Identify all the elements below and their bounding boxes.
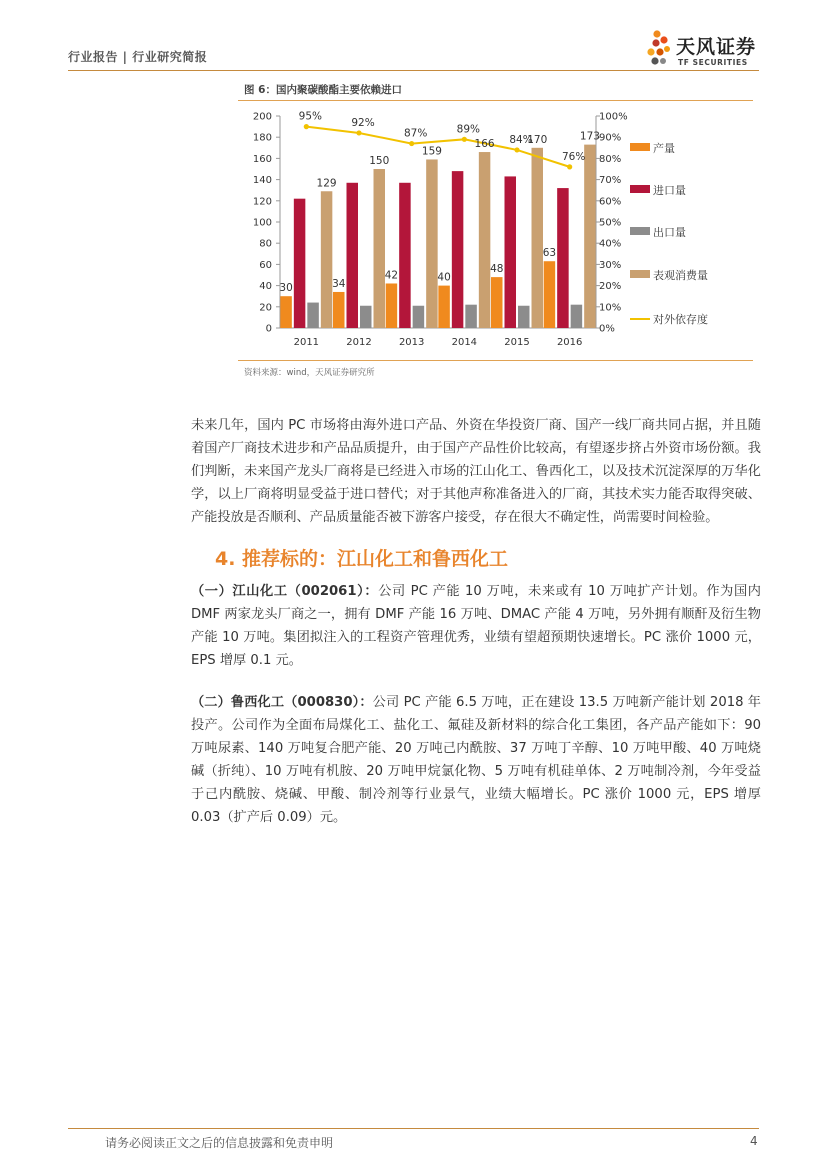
bar-1-2015 (505, 176, 517, 328)
bar-3-2011 (321, 191, 333, 328)
bar-3-2015 (532, 148, 544, 328)
bar-data-label: 30 (279, 282, 293, 295)
dependence-label: 76% (561, 150, 586, 163)
bar-data-label: 129 (316, 177, 337, 190)
dependence-point (409, 141, 414, 146)
y-right-tick-label: 30% (599, 259, 622, 271)
figure-source: 资料来源：wind，天风证券研究所 (244, 368, 375, 378)
company-jiangshan-label: （一）江山化工（002061）： (191, 584, 379, 599)
bar-data-label: 173 (579, 130, 600, 143)
y-right-tick-label: 60% (599, 196, 622, 208)
y-right-tick-label: 80% (599, 153, 622, 165)
bar-data-label: 166 (474, 138, 495, 151)
bar-data-label: 63 (542, 247, 557, 260)
y-left-tick-label: 0 (265, 323, 272, 335)
x-tick-label: 2015 (504, 337, 530, 348)
y-right-tick-label: 90% (599, 132, 622, 144)
bar-data-label: 170 (527, 133, 548, 146)
legend-label: 表观消费量 (653, 269, 708, 282)
y-left-tick-label: 80 (259, 238, 272, 250)
dependence-label: 89% (456, 123, 481, 136)
y-right-tick-label: 0% (599, 323, 615, 335)
dependence-point (304, 124, 309, 129)
bar-2-2014 (465, 305, 477, 328)
bar-data-label: 34 (332, 277, 346, 290)
report-category: 行业报告 | 行业研究简报 (68, 50, 208, 64)
dependence-point (514, 147, 519, 152)
company-luxi-label: （二）鲁西化工（000830）： (191, 695, 373, 710)
bar-data-label: 42 (384, 269, 399, 282)
legend-label: 产量 (653, 142, 675, 155)
legend-label: 出口量 (653, 226, 686, 239)
y-left-tick-label: 120 (252, 196, 272, 208)
bar-data-label: 48 (490, 263, 504, 276)
bar-0-2015 (491, 277, 503, 328)
legend-swatch (630, 143, 650, 151)
bar-0-2014 (438, 286, 450, 328)
bar-2-2015 (518, 306, 530, 328)
bar-2-2016 (571, 305, 583, 328)
bar-1-2012 (347, 183, 359, 328)
x-tick-label: 2012 (346, 337, 372, 348)
x-tick-label: 2013 (398, 337, 425, 348)
bar-1-2016 (557, 188, 569, 328)
dependence-point (567, 164, 572, 169)
logo-name-en: TF SECURITIES (678, 58, 748, 67)
y-left-tick-label: 40 (259, 281, 272, 293)
bar-2-2012 (360, 306, 372, 328)
import-dependence-chart (230, 104, 750, 358)
bar-3-2014 (479, 152, 491, 328)
dependence-point (462, 137, 467, 142)
bar-data-label: 40 (437, 271, 451, 284)
bar-0-2013 (386, 283, 398, 328)
legend-label: 进口量 (653, 184, 686, 197)
company-jiangshan-paragraph (191, 580, 761, 672)
y-right-tick-label: 40% (599, 238, 622, 250)
dependence-label: 95% (298, 110, 323, 123)
bar-2-2011 (307, 303, 319, 328)
legend-swatch (630, 227, 650, 235)
x-tick-label: 2016 (556, 337, 583, 348)
x-tick-label: 2014 (451, 337, 478, 348)
dependence-label: 84% (509, 133, 533, 146)
y-left-tick-label: 20 (259, 302, 272, 314)
y-right-tick-label: 50% (599, 217, 622, 229)
bar-1-2011 (294, 199, 305, 328)
bar-data-label: 150 (369, 155, 390, 167)
company-luxi-text: 公司 PC 产能 6.5 万吨，正在建设 13.5 万吨新产能计划 2018 年投产。公司作为全面布局煤化工、盐化工、氟硅及新材料的综合化工集团，各产品产能如下：90 万吨尿素、140 万吨复合肥产能、20 万吨己内酰胺、37 万吨丁辛醇、10 万吨甲酸、40 万吨烧碱（折纯）、10 万吨有机胺、20 万吨甲烷氯化物、5 万吨有机硅单体、2 万吨制冷剂，今年受益于己内酰胺、烧碱、甲酸、制冷剂等行业景气，业绩大幅增长。PC 涨价 1000 元，EPS 增厚 0.03（扩产后 0.09）元。 (191, 695, 761, 825)
dependence-label: 92% (351, 116, 375, 129)
y-right-tick-label: 100% (599, 111, 628, 123)
bar-3-2016 (584, 145, 596, 328)
bar-1-2013 (399, 183, 411, 328)
dependence-label: 87% (403, 127, 428, 140)
section-title-recommendations: 4. 推荐标的：江山化工和鲁西化工 (215, 548, 509, 570)
x-tick-label: 2011 (293, 337, 320, 348)
y-right-tick-label: 20% (599, 281, 622, 293)
chart-bars (280, 145, 595, 328)
bar-0-2016 (544, 261, 556, 328)
dependence-point (356, 130, 361, 135)
chart-legend (630, 141, 708, 326)
bar-0-2011 (280, 296, 292, 328)
page-number: 4 (750, 1134, 758, 1148)
bar-data-label: 159 (421, 145, 442, 158)
y-left-tick-label: 60 (259, 259, 272, 271)
market-outlook-paragraph: 未来几年，国内 PC 市场将由海外进口产品、外资在华投资厂商、国产一线厂商共同占据，并且随着国产厂商技术进步和产品品质提升，由于国产产品性价比较高，有望逐步挤占外资市场份额。我们判断，未来国产龙头厂商将是已经进入市场的江山化工、鲁西化工，以及技术沉淀深厚的万华化学，以上厂商将明显受益于进口替代；对于其他声称准备进入的厂商，其技术实力能否取得突破、产能投放是否顺利、产品质量能否被下游客户接受，存在很大不确定性，尚需要时间检验。 (191, 418, 761, 525)
bar-0-2012 (333, 292, 345, 328)
bar-1-2014 (452, 171, 464, 328)
company-luxi-paragraph (191, 691, 761, 829)
figure-top-rule (238, 100, 753, 101)
footer-divider (68, 1128, 759, 1129)
figure-title: 图 6：国内聚碳酸酯主要依赖进口 (244, 84, 402, 96)
y-right-tick-label: 10% (599, 302, 622, 314)
y-right-tick-label: 70% (599, 175, 622, 187)
figure-bottom-rule (238, 360, 753, 361)
logo-name-cn: 天风证券 (676, 36, 757, 58)
bar-2-2013 (413, 306, 425, 328)
footer-disclaimer: 请务必阅读正文之后的信息披露和免责申明 (105, 1136, 334, 1150)
bar-3-2012 (374, 169, 386, 328)
y-left-tick-label: 200 (252, 111, 272, 123)
legend-label: 对外依存度 (653, 313, 708, 326)
y-left-tick-label: 100 (252, 217, 272, 229)
y-left-tick-label: 180 (252, 132, 272, 144)
y-left-tick-label: 160 (252, 153, 272, 165)
legend-swatch (630, 270, 650, 278)
bar-3-2013 (426, 159, 438, 328)
legend-swatch (630, 185, 650, 193)
y-left-tick-label: 140 (252, 175, 272, 187)
company-jiangshan-text: 公司 PC 产能 10 万吨，未来或有 10 万吨扩产计划。作为国内 DMF 两家龙头厂商之一，拥有 DMF 产能 16 万吨、DMAC 产能 4 万吨，另外拥有顺酐及衍生物产能 10 万吨。集团拟注入的工程资产管理优秀，业绩有望超预期快速增长。PC 涨价 1000 元，EPS 增厚 0.1 元。 (191, 584, 761, 668)
